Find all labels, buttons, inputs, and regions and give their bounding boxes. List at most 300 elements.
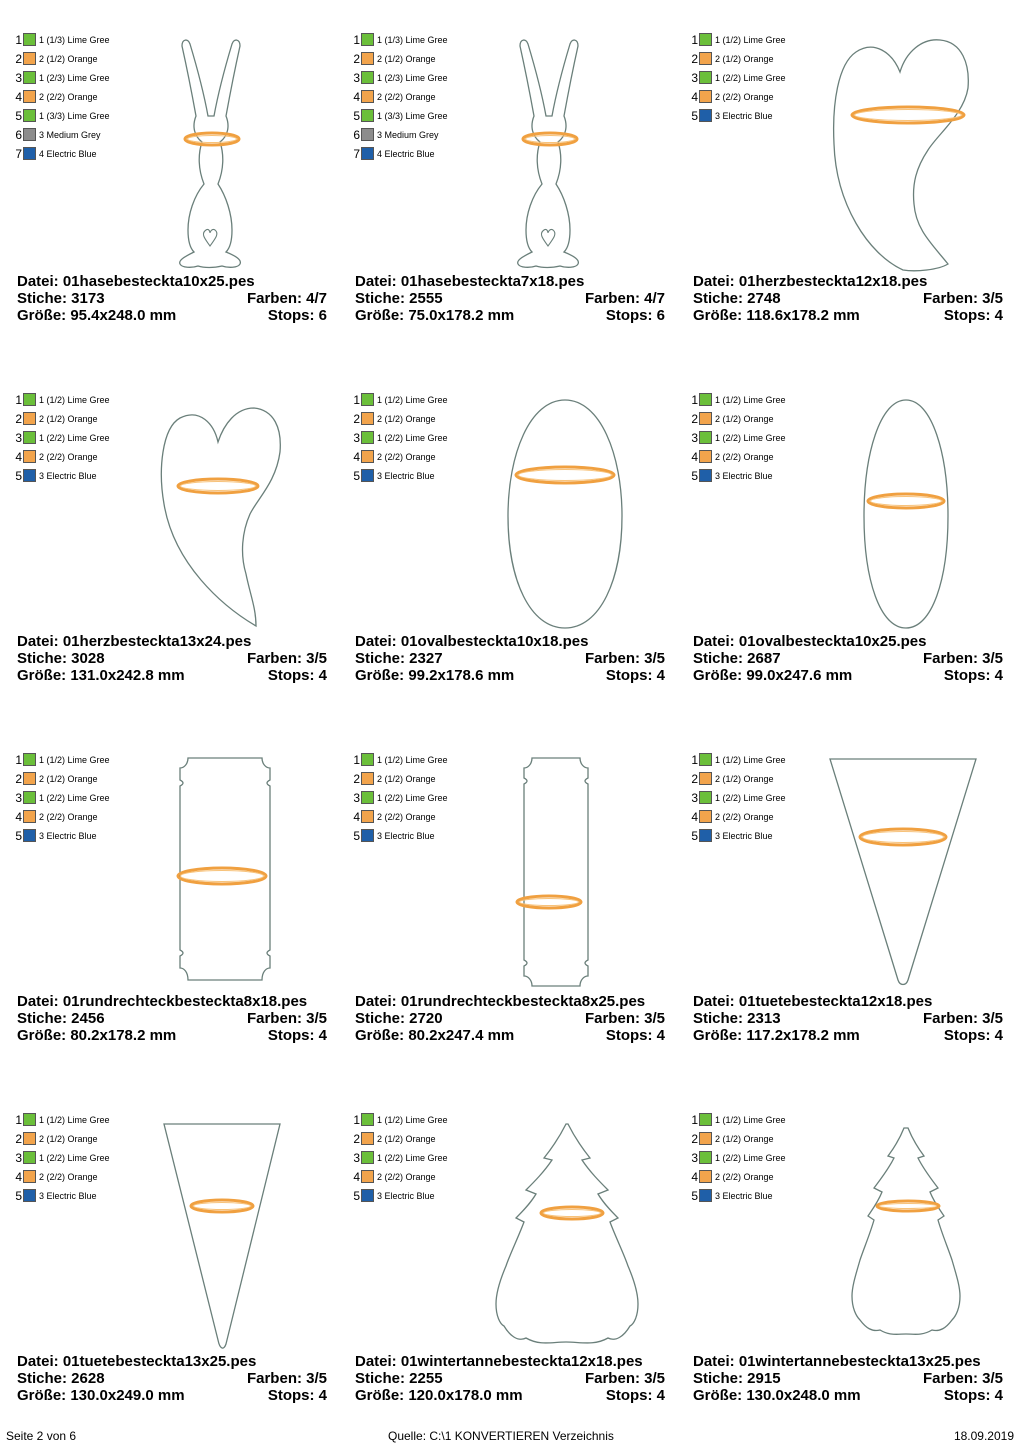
color-count: Farben: 3/5 — [922, 1370, 1003, 1387]
legend-row — [684, 30, 834, 49]
color-count: Farben: 3/5 — [922, 1010, 1003, 1027]
legend-row — [684, 769, 834, 788]
stop-count: Stops: 4 — [605, 667, 665, 684]
legend-step-number: 2 — [691, 1131, 698, 1146]
color-swatch — [699, 412, 712, 425]
design-outline-svg — [490, 1114, 640, 1352]
file-name: Datei: 01tuetebesteckta13x25.pes — [17, 1353, 257, 1370]
design-preview — [152, 394, 302, 632]
legend-step-number: 2 — [691, 411, 698, 426]
stop-count: Stops: 6 — [605, 307, 665, 324]
file-name: Datei: 01rundrechteckbesteckta8x25.pes — [355, 993, 646, 1010]
file-name: Datei: 01herzbesteckta12x18.pes — [693, 273, 928, 290]
legend-row — [346, 807, 496, 826]
legend-label: 1 (2/2) Lime Gree — [377, 1152, 448, 1163]
legend-label: 2 (1/2) Orange — [39, 1133, 98, 1144]
legend-step-number: 5 — [691, 828, 698, 843]
file-name: Datei: 01ovalbesteckta10x18.pes — [355, 633, 589, 650]
color-swatch — [23, 450, 36, 463]
legend-step-number: 3 — [15, 70, 22, 85]
legend-label: 2 (1/2) Orange — [377, 413, 436, 424]
color-swatch — [699, 469, 712, 482]
legend-label: 1 (3/3) Lime Gree — [377, 110, 448, 121]
design-outline-svg — [152, 394, 302, 632]
legend-label: 3 Electric Blue — [715, 110, 773, 121]
stitch-count: Stiche: 2555 — [355, 290, 443, 307]
color-swatch — [361, 52, 374, 65]
stitch-row — [355, 1370, 665, 1387]
color-swatch — [361, 810, 374, 823]
design-preview — [828, 394, 978, 632]
color-legend — [684, 30, 834, 125]
design-card — [2, 1090, 340, 1450]
color-swatch — [361, 772, 374, 785]
legend-row — [8, 409, 158, 428]
legend-step-number: 3 — [15, 430, 22, 445]
legend-label: 2 (1/2) Orange — [39, 413, 98, 424]
legend-step-number: 5 — [691, 468, 698, 483]
color-legend — [8, 30, 158, 163]
legend-label: 3 Electric Blue — [715, 1190, 773, 1201]
legend-row — [346, 788, 496, 807]
legend-row — [684, 390, 834, 409]
cutlery-loop-inner — [181, 871, 264, 882]
color-swatch — [699, 1189, 712, 1202]
color-swatch — [23, 1189, 36, 1202]
legend-label: 3 Electric Blue — [377, 470, 435, 481]
legend-step-number: 4 — [15, 809, 22, 824]
legend-step-number: 7 — [353, 146, 360, 161]
cutlery-loop-inner — [880, 1204, 937, 1209]
design-preview — [490, 394, 640, 632]
legend-row — [346, 750, 496, 769]
stitch-count: Stiche: 2313 — [693, 1010, 781, 1027]
legend-step-number: 5 — [691, 1188, 698, 1203]
legend-label: 2 (1/2) Orange — [715, 1133, 774, 1144]
design-outline-svg — [490, 754, 640, 992]
design-card — [340, 1090, 678, 1450]
design-size: Größe: 118.6x178.2 mm — [693, 307, 860, 324]
size-row — [355, 1387, 665, 1404]
stitch-row — [355, 650, 665, 667]
legend-label: 2 (2/2) Orange — [715, 1171, 774, 1182]
legend-step-number: 5 — [15, 468, 22, 483]
legend-label: 3 Electric Blue — [39, 830, 97, 841]
stop-count: Stops: 4 — [267, 1387, 327, 1404]
legend-step-number: 1 — [353, 32, 360, 47]
color-legend — [346, 390, 496, 485]
design-info — [17, 993, 327, 1044]
legend-step-number: 7 — [15, 146, 22, 161]
color-swatch — [23, 412, 36, 425]
legend-row — [8, 87, 158, 106]
legend-step-number: 2 — [691, 51, 698, 66]
color-swatch — [699, 1113, 712, 1126]
legend-row — [684, 1186, 834, 1205]
print-date: 18.09.2019 — [953, 1429, 1014, 1443]
legend-label: 1 (1/2) Lime Gree — [377, 394, 448, 405]
legend-row — [8, 144, 158, 163]
design-card — [2, 370, 340, 730]
legend-label: 1 (2/2) Lime Gree — [715, 432, 786, 443]
legend-label: 3 Electric Blue — [377, 830, 435, 841]
legend-step-number: 4 — [691, 809, 698, 824]
legend-step-number: 1 — [691, 32, 698, 47]
design-size: Größe: 80.2x247.4 mm — [355, 1027, 515, 1044]
file-row — [355, 993, 665, 1010]
color-swatch — [23, 753, 36, 766]
stitch-row — [17, 290, 327, 307]
color-count: Farben: 3/5 — [922, 650, 1003, 667]
design-outline-svg — [828, 34, 978, 272]
design-outline — [180, 40, 241, 267]
design-outline-svg — [490, 34, 640, 272]
design-size: Größe: 95.4x248.0 mm — [17, 307, 177, 324]
legend-label: 1 (1/2) Lime Gree — [377, 1114, 448, 1125]
design-size: Größe: 120.0x178.0 mm — [355, 1387, 523, 1404]
file-row — [693, 1353, 1003, 1370]
legend-step-number: 1 — [15, 32, 22, 47]
legend-row — [346, 30, 496, 49]
legend-step-number: 4 — [15, 1169, 22, 1184]
legend-row — [8, 49, 158, 68]
page-footer — [0, 1429, 1024, 1445]
design-outline-svg — [152, 754, 302, 992]
design-preview — [152, 754, 302, 992]
legend-row — [684, 1148, 834, 1167]
legend-step-number: 5 — [353, 468, 360, 483]
file-name: Datei: 01ovalbesteckta10x25.pes — [693, 633, 927, 650]
color-swatch — [361, 431, 374, 444]
stitch-row — [693, 650, 1003, 667]
legend-step-number: 4 — [15, 89, 22, 104]
legend-label: 1 (2/2) Lime Gree — [39, 1152, 110, 1163]
legend-row — [8, 106, 158, 125]
legend-step-number: 2 — [15, 411, 22, 426]
legend-step-number: 2 — [15, 771, 22, 786]
cutlery-loop — [191, 1200, 253, 1212]
stitch-count: Stiche: 2255 — [355, 1370, 443, 1387]
legend-row — [346, 1110, 496, 1129]
legend-step-number: 4 — [353, 89, 360, 104]
legend-row — [346, 125, 496, 144]
color-swatch — [699, 791, 712, 804]
cutlery-loop-inner — [863, 832, 944, 843]
stitch-row — [17, 1370, 327, 1387]
legend-row — [684, 750, 834, 769]
color-legend — [8, 750, 158, 845]
design-info — [693, 1353, 1003, 1404]
legend-row — [684, 68, 834, 87]
legend-row — [8, 1148, 158, 1167]
legend-step-number: 2 — [353, 51, 360, 66]
legend-label: 2 (2/2) Orange — [377, 811, 436, 822]
legend-step-number: 3 — [353, 1150, 360, 1165]
legend-label: 3 Electric Blue — [715, 830, 773, 841]
file-row — [693, 273, 1003, 290]
stitch-row — [17, 650, 327, 667]
stop-count: Stops: 4 — [267, 1027, 327, 1044]
legend-step-number: 3 — [353, 430, 360, 445]
legend-label: 4 Electric Blue — [377, 148, 435, 159]
design-size: Größe: 80.2x178.2 mm — [17, 1027, 177, 1044]
legend-row — [346, 409, 496, 428]
legend-row — [8, 1186, 158, 1205]
design-outline — [518, 40, 579, 267]
legend-label: 1 (2/2) Lime Gree — [39, 432, 110, 443]
legend-step-number: 2 — [15, 51, 22, 66]
color-swatch — [699, 109, 712, 122]
legend-label: 1 (1/3) Lime Gree — [39, 34, 110, 45]
legend-step-number: 3 — [691, 1150, 698, 1165]
design-size: Größe: 99.0x247.6 mm — [693, 667, 853, 684]
design-outline-svg — [490, 394, 640, 632]
design-preview — [490, 754, 640, 992]
file-row — [17, 273, 327, 290]
legend-label: 2 (1/2) Orange — [715, 53, 774, 64]
legend-row — [8, 390, 158, 409]
file-name: Datei: 01tuetebesteckta12x18.pes — [693, 993, 933, 1010]
legend-step-number: 2 — [353, 1131, 360, 1146]
stitch-count: Stiche: 2915 — [693, 1370, 781, 1387]
legend-row — [684, 466, 834, 485]
legend-row — [346, 1129, 496, 1148]
legend-row — [8, 788, 158, 807]
color-swatch — [23, 431, 36, 444]
cutlery-loop-inner — [181, 482, 256, 491]
color-legend — [8, 390, 158, 485]
legend-step-number: 6 — [15, 127, 22, 142]
legend-label: 3 Electric Blue — [39, 470, 97, 481]
design-size: Größe: 117.2x178.2 mm — [693, 1027, 860, 1044]
legend-label: 2 (1/2) Orange — [715, 773, 774, 784]
color-count: Farben: 3/5 — [584, 1010, 665, 1027]
legend-label: 1 (1/2) Lime Gree — [39, 754, 110, 765]
legend-step-number: 5 — [353, 828, 360, 843]
color-swatch — [361, 393, 374, 406]
legend-label: 3 Medium Grey — [377, 129, 439, 140]
cutlery-loop-inner — [526, 136, 575, 143]
stop-count: Stops: 6 — [267, 307, 327, 324]
design-info — [693, 273, 1003, 324]
legend-row — [684, 807, 834, 826]
legend-row — [346, 1186, 496, 1205]
design-outline — [164, 1124, 280, 1348]
color-swatch — [23, 147, 36, 160]
file-row — [693, 633, 1003, 650]
legend-label: 2 (1/2) Orange — [39, 53, 98, 64]
color-count: Farben: 3/5 — [584, 650, 665, 667]
color-legend — [346, 30, 496, 163]
legend-step-number: 5 — [15, 1188, 22, 1203]
design-preview — [490, 1114, 640, 1352]
stitch-count: Stiche: 2628 — [17, 1370, 105, 1387]
design-info — [17, 1353, 327, 1404]
color-swatch — [23, 109, 36, 122]
design-size: Größe: 130.0x248.0 mm — [693, 1387, 861, 1404]
file-row — [355, 273, 665, 290]
color-swatch — [361, 1170, 374, 1183]
design-card — [678, 1090, 1016, 1450]
legend-row — [684, 428, 834, 447]
legend-label: 2 (2/2) Orange — [39, 451, 98, 462]
legend-label: 1 (2/3) Lime Gree — [39, 72, 110, 83]
legend-step-number: 6 — [353, 127, 360, 142]
legend-row — [684, 1129, 834, 1148]
design-outline — [524, 758, 588, 986]
design-info — [17, 633, 327, 684]
size-row — [693, 1027, 1003, 1044]
legend-step-number: 2 — [15, 1131, 22, 1146]
legend-step-number: 3 — [691, 430, 698, 445]
color-swatch — [699, 1132, 712, 1145]
legend-step-number: 1 — [15, 752, 22, 767]
legend-step-number: 3 — [15, 1150, 22, 1165]
color-swatch — [23, 71, 36, 84]
file-row — [355, 633, 665, 650]
color-legend — [346, 1110, 496, 1205]
design-card — [678, 370, 1016, 730]
color-swatch — [23, 1132, 36, 1145]
heart-detail — [541, 229, 554, 246]
color-swatch — [23, 33, 36, 46]
legend-row — [8, 1129, 158, 1148]
color-swatch — [23, 791, 36, 804]
design-preview — [828, 1114, 978, 1352]
cutlery-loop — [523, 133, 577, 145]
legend-step-number: 4 — [691, 1169, 698, 1184]
legend-step-number: 4 — [353, 449, 360, 464]
legend-row — [684, 409, 834, 428]
color-swatch — [699, 52, 712, 65]
design-preview — [490, 34, 640, 272]
legend-row — [346, 826, 496, 845]
cutlery-loop — [517, 896, 581, 908]
file-row — [693, 993, 1003, 1010]
file-name: Datei: 01rundrechteckbesteckta8x18.pes — [17, 993, 308, 1010]
color-swatch — [23, 128, 36, 141]
stop-count: Stops: 4 — [605, 1027, 665, 1044]
color-swatch — [361, 1113, 374, 1126]
size-row — [693, 307, 1003, 324]
legend-label: 1 (1/2) Lime Gree — [39, 394, 110, 405]
design-info — [355, 1353, 665, 1404]
color-swatch — [361, 71, 374, 84]
size-row — [17, 1027, 327, 1044]
legend-label: 2 (1/2) Orange — [377, 53, 436, 64]
color-legend — [684, 1110, 834, 1205]
legend-row — [346, 769, 496, 788]
design-size: Größe: 99.2x178.6 mm — [355, 667, 515, 684]
legend-label: 4 Electric Blue — [39, 148, 97, 159]
legend-label: 1 (1/2) Lime Gree — [715, 754, 786, 765]
color-legend — [8, 1110, 158, 1205]
legend-row — [8, 68, 158, 87]
design-card — [340, 730, 678, 1090]
color-swatch — [361, 450, 374, 463]
color-swatch — [23, 772, 36, 785]
size-row — [17, 307, 327, 324]
design-outline — [864, 400, 948, 628]
color-swatch — [361, 128, 374, 141]
legend-label: 2 (2/2) Orange — [39, 811, 98, 822]
legend-label: 1 (1/3) Lime Gree — [377, 34, 448, 45]
legend-label: 2 (2/2) Orange — [39, 91, 98, 102]
stitch-count: Stiche: 2748 — [693, 290, 781, 307]
legend-row — [8, 428, 158, 447]
legend-row — [8, 1167, 158, 1186]
design-info — [693, 993, 1003, 1044]
color-swatch — [23, 829, 36, 842]
legend-step-number: 1 — [353, 1112, 360, 1127]
legend-label: 1 (3/3) Lime Gree — [39, 110, 110, 121]
legend-label: 1 (2/2) Lime Gree — [39, 792, 110, 803]
legend-label: 2 (2/2) Orange — [715, 811, 774, 822]
stop-count: Stops: 4 — [943, 1027, 1003, 1044]
color-count: Farben: 3/5 — [246, 650, 327, 667]
design-outline — [852, 1128, 960, 1334]
legend-label: 2 (2/2) Orange — [39, 1171, 98, 1182]
legend-row — [8, 1110, 158, 1129]
design-info — [693, 633, 1003, 684]
file-row — [17, 993, 327, 1010]
color-swatch — [23, 393, 36, 406]
color-count: Farben: 3/5 — [246, 1010, 327, 1027]
color-swatch — [361, 829, 374, 842]
color-swatch — [23, 1170, 36, 1183]
color-swatch — [23, 52, 36, 65]
design-preview — [828, 34, 978, 272]
legend-row — [8, 769, 158, 788]
design-outline-svg — [152, 34, 302, 272]
stitch-row — [17, 1010, 327, 1027]
color-count: Farben: 3/5 — [922, 290, 1003, 307]
stitch-count: Stiche: 2687 — [693, 650, 781, 667]
design-info — [355, 993, 665, 1044]
size-row — [17, 1387, 327, 1404]
legend-row — [8, 447, 158, 466]
design-card — [678, 730, 1016, 1090]
stitch-row — [693, 1370, 1003, 1387]
color-swatch — [361, 753, 374, 766]
cutlery-loop-inner — [855, 110, 962, 121]
legend-label: 2 (2/2) Orange — [715, 91, 774, 102]
color-swatch — [699, 450, 712, 463]
legend-step-number: 2 — [353, 411, 360, 426]
legend-label: 1 (1/2) Lime Gree — [377, 754, 448, 765]
legend-row — [346, 466, 496, 485]
stitch-row — [693, 1010, 1003, 1027]
color-swatch — [361, 147, 374, 160]
legend-row — [8, 466, 158, 485]
legend-label: 1 (1/2) Lime Gree — [39, 1114, 110, 1125]
color-swatch — [23, 810, 36, 823]
legend-label: 2 (1/2) Orange — [39, 773, 98, 784]
legend-row — [8, 826, 158, 845]
legend-row — [346, 447, 496, 466]
file-name: Datei: 01wintertannebesteckta12x18.pes — [355, 1353, 643, 1370]
design-info — [355, 633, 665, 684]
color-swatch — [699, 829, 712, 842]
design-outline-svg — [828, 754, 978, 992]
legend-row — [346, 68, 496, 87]
color-swatch — [23, 469, 36, 482]
color-swatch — [699, 810, 712, 823]
legend-row — [8, 750, 158, 769]
legend-row — [346, 428, 496, 447]
color-swatch — [699, 71, 712, 84]
legend-row — [346, 87, 496, 106]
